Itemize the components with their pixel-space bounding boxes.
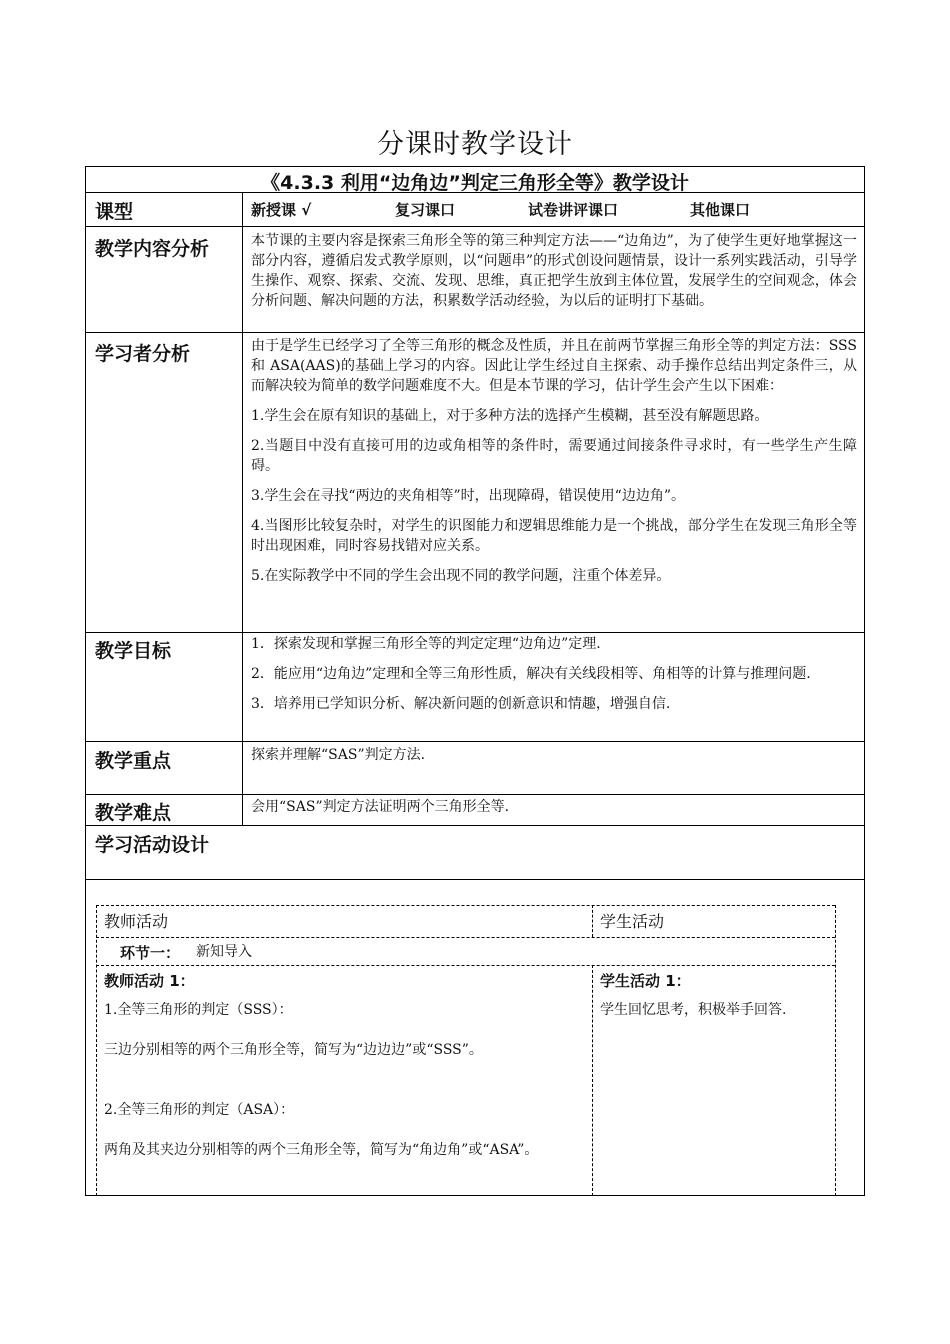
- teacher-line: 2.全等三角形的判定（ASA）：: [104, 1102, 295, 1118]
- activity-design-label: 学习活动设计: [95, 834, 210, 856]
- teacher-activity-title: 教师活动 1：: [104, 972, 195, 990]
- activity-table-border: [835, 905, 836, 1196]
- student-activity-text: 学生回忆思考，积极举手回答.: [600, 1002, 787, 1018]
- lesson-type-exam-review: 试卷讲评课口: [528, 201, 619, 219]
- objective-item: 2．能应用“边角边”定理和全等三角形性质，解决有关线段相等、角相等的计算与推理问题.: [251, 666, 811, 682]
- section-name: 新知导入: [196, 944, 252, 960]
- activity-table-border: [592, 965, 593, 1196]
- doc-title: 《4.3.3 利用“边角边”判定三角形全等》教学设计: [261, 172, 689, 194]
- activity-table-border: [96, 965, 835, 966]
- learner-difficulty-item: 1.学生会在原有知识的基础上，对于多种方法的选择产生模糊，甚至没有解题思路。: [251, 408, 769, 424]
- lesson-type-label: 课型: [95, 201, 134, 223]
- learner-difficulty-item: 5.在实际教学中不同的学生会出现不同的教学问题，注重个体差异。: [251, 568, 671, 584]
- page-title: 分课时教学设计: [377, 129, 573, 160]
- learner-difficulty-item: 3.学生会在寻找“两边的夹角相等”时，出现障碍，错误使用“边边角”。: [251, 488, 685, 504]
- teacher-activity-header: 教师活动: [104, 912, 169, 931]
- learner-analysis-body: [251, 336, 857, 596]
- objectives-label: 教学目标: [95, 640, 172, 662]
- row-divider: [85, 632, 865, 633]
- lesson-type-new: 新授课 √: [251, 201, 312, 219]
- activity-table-border: [96, 937, 835, 938]
- teacher-line: 1.全等三角形的判定（SSS）：: [104, 1002, 293, 1018]
- row-divider: [85, 226, 865, 227]
- row-divider: [85, 794, 865, 795]
- lesson-type-other: 其他课口: [690, 201, 751, 219]
- student-activity-header: 学生活动: [600, 912, 665, 931]
- difficulties-label: 教学难点: [95, 802, 172, 824]
- activity-table-border: [96, 905, 835, 906]
- learner-analysis-intro: 由于是学生已经学习了全等三角形的概念及性质，并且在前两节掌握三角形全等的判定方法：SSS 和 ASA(AAS)的基础上学习的内容。因此让学生经过自主探索、动手操作总结出判定条件三，从而解决较为简单的数学问题难度不大。但是本节课的学习，估计学生会产生以下困难：: [251, 338, 857, 394]
- activity-table-border: [96, 905, 97, 1196]
- activity-table-border: [592, 905, 593, 937]
- content-analysis-text: 本节课的主要内容是探索三角形全等的第三种判定方法——“边角边”，为了使学生更好地掌握这一部分内容，遵循启发式教学原则，以“问题串”的形式创设问题情景，设计一系列实践活动，引导学生操作、观察、探索、交流、发现、思维，真正把学生放到主体位置，发展学生的空间观念，体会分析问题、解决问题的方法，积累数学活动经验，为以后的证明打下基础。: [251, 233, 857, 309]
- objective-item: 1．探索发现和掌握三角形全等的判定定理“边角边”定理.: [251, 636, 601, 652]
- learner-difficulty-item: 4.当图形比较复杂时，对学生的识图能力和逻辑思维能力是一个挑战，部分学生在发现三角形全等时出现困难，同时容易找错对应关系。: [251, 518, 857, 554]
- key-points-text: 探索并理解“SAS”判定方法.: [251, 747, 426, 763]
- difficulties-text: 会用“SAS”判定方法证明两个三角形全等.: [251, 799, 510, 815]
- learner-analysis-label: 学习者分析: [95, 343, 191, 365]
- learner-difficulty-item: 2.当题目中没有直接可用的边或角相等的条件时，需要通过间接条件寻求时，有一些学生产生障碍。: [251, 438, 857, 474]
- column-divider: [242, 192, 243, 825]
- teacher-line: 两角及其夹边分别相等的两个三角形全等，简写为“角边角”或“ASA”。: [104, 1142, 539, 1158]
- student-activity-title: 学生活动 1：: [600, 972, 691, 990]
- row-divider: [85, 879, 865, 880]
- objective-item: 3．培养用已学知识分析、解决新问题的创新意识和情趣，增强自信.: [251, 696, 671, 712]
- section-label: 环节一：: [120, 944, 181, 962]
- objectives-body: [251, 634, 857, 724]
- row-divider: [85, 332, 865, 333]
- content-analysis-label: 教学内容分析: [95, 238, 210, 260]
- row-divider: [85, 825, 865, 826]
- lesson-type-review: 复习课口: [395, 201, 456, 219]
- key-points-label: 教学重点: [95, 750, 172, 772]
- row-divider: [85, 741, 865, 742]
- teacher-line: 三边分别相等的两个三角形全等，简写为“边边边”或“SSS”。: [104, 1042, 483, 1058]
